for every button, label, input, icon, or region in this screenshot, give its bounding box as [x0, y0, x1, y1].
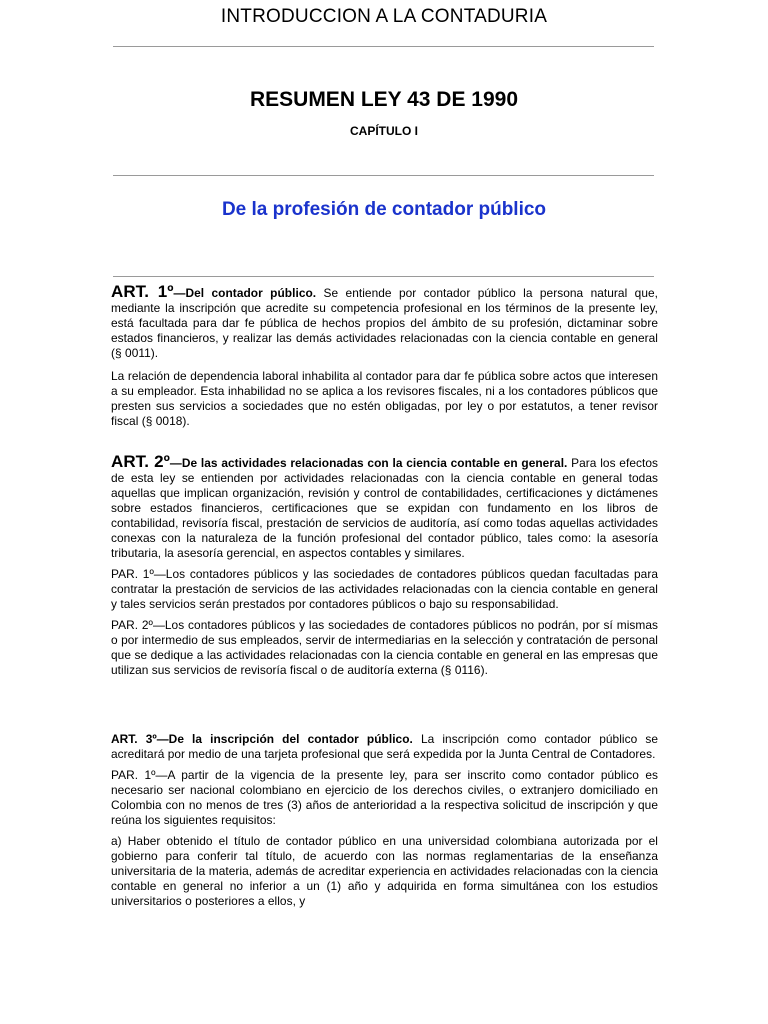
article-2-heading: —De las actividades relacionadas con la ciencia contable en general. [169, 456, 568, 470]
article-3-paragraph [111, 732, 658, 762]
divider [113, 46, 654, 47]
article-1-paragraph [111, 284, 658, 361]
article-3-par-1: PAR. 1º—A partir de la vigencia de la presente ley, para ser inscrito como contador público es necesario ser nacional colombiano en ejercicio de los derechos civiles, o extranjero domiciliado en Colombia con no menos de tres (3) años de anterioridad a la respectiva solicitud de inscripción y que reúna los siguientes requisitos: [111, 768, 658, 827]
article-2-par-1: PAR. 1º—Los contadores públicos y las sociedades de contadores públicos quedan facultadas para contratar la prestación de servicios de las actividades relacionadas con la ciencia contable en general y tales servicios serán prestados por contadores públicos o bajo su responsabilidad. [111, 567, 658, 611]
article-2-paragraph [111, 454, 658, 561]
article-3 [111, 732, 658, 909]
article-2 [111, 454, 658, 678]
divider [113, 175, 654, 176]
section-subtitle: De la profesión de contador público [221, 199, 547, 220]
article-3-text: La inscripción como contador público se acreditará por medio de una tarjeta profesional que será expedida por la Junta Central de Contadores. [111, 732, 658, 761]
chapter-label: CAPÍTULO I [350, 124, 418, 138]
article-1-heading: —Del contador público. [173, 286, 317, 300]
divider [113, 276, 654, 277]
page-header: INTRODUCCION A LA CONTADURIA [220, 6, 548, 27]
article-2-par-2: PAR. 2º—Los contadores públicos y las sociedades de contadores públicos no podrán, por sí mismas o por intermedio de sus empleados, servir de intermediarias en la selección y contratación de personal que se dedique a las actividades relacionadas con la ciencia contable en general en las empresas que utilizan sus servicios de revisoría fiscal o de auditoría externa (§ 0116). [111, 618, 658, 677]
article-2-label: ART. 2º [111, 452, 170, 471]
article-3-heading: ART. 3º—De la inscripción del contador público. [111, 732, 413, 746]
article-1-paragraph-2: La relación de dependencia laboral inhabilita al contador para dar fe pública sobre actos que interesen a su empleador. Esta inhabilidad no se aplica a los revisores fiscales, ni a los contadores públicos que presten sus servicios a sociedades que no estén obligadas, por ley o por estatutos, a tener revisor fiscal (§ 0018). [111, 369, 658, 428]
article-1 [111, 284, 658, 429]
article-2-text: Para los efectos de esta ley se entienden por actividades relacionadas con la ciencia contable en general todas aquellas que implican organización, revisión y control de contabilidades, certificaciones y dictámenes sobre estados financieros, certificaciones que se expidan con fundamento en los libros de contabilidad, revisoría fiscal, prestación de servicios de auditoría, así como todas aquellas actividades conexas con la naturaleza de la función profesional del contador público, tales como: la asesoría tributaria, la asesoría gerencial, en aspectos contables y similares. [111, 456, 658, 560]
article-3-item-a: a) Haber obtenido el título de contador público en una universidad colombiana autorizada por el gobierno para conferir tal título, de acuerdo con las normas reglamentarias de la enseñanza universitaria de la materia, además de acreditar experiencia en actividades relacionadas con la ciencia contable en general no inferior a un (1) año y adquirida en forma simultánea con los estudios universitarios o posteriores a ellos, y [111, 834, 658, 908]
article-1-text: Se entiende por contador público la persona natural que, mediante la inscripción que acredite su competencia profesional en los términos de la presente ley, está facultada para dar fe pública de hechos propios del ámbito de su profesión, dictaminar sobre estados financieros, y realizar las demás actividades relacionadas con la ciencia contable en general (§ 0011). [111, 286, 659, 360]
document-title: RESUMEN LEY 43 DE 1990 [249, 88, 519, 111]
article-1-label: ART. 1º [111, 282, 174, 301]
